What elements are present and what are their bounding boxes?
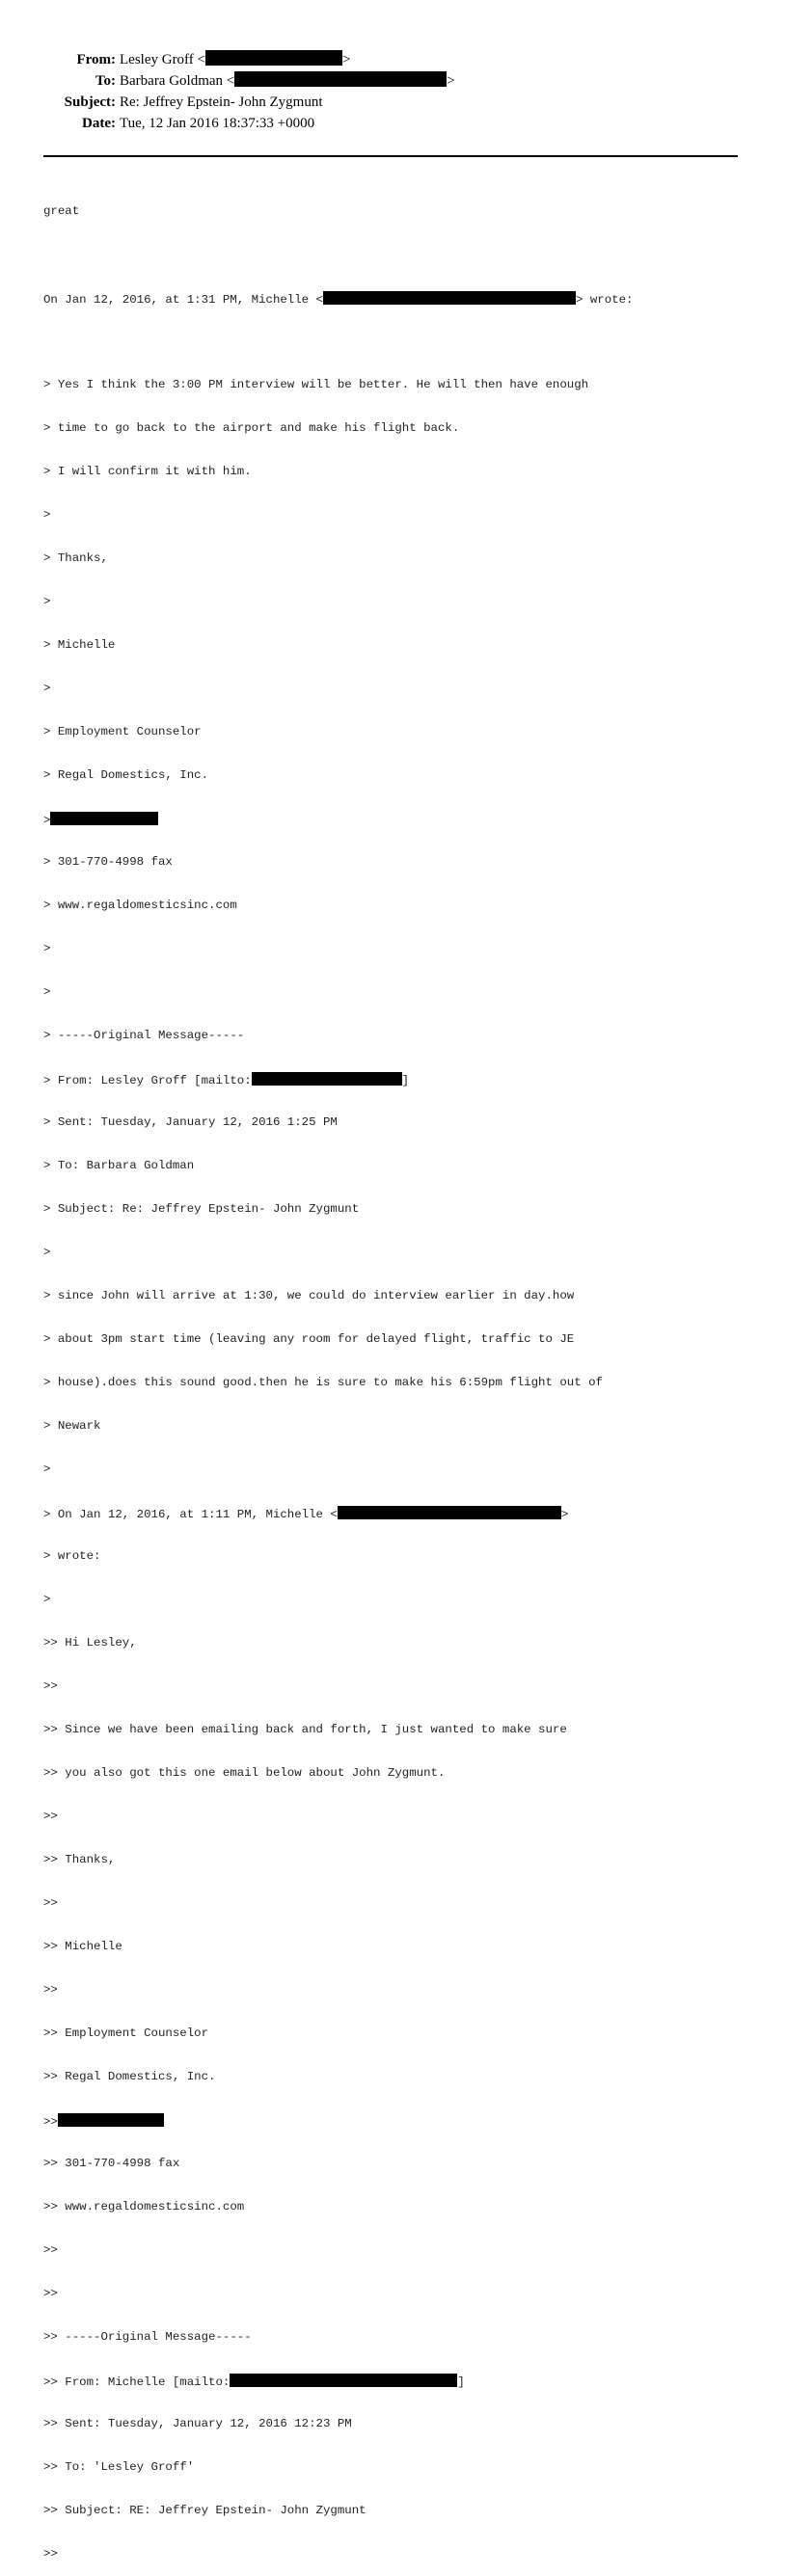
subject-label: Subject: [64,94,116,110]
to-label: To: [95,73,116,89]
body-line: >> From: Michelle [mailto: ] [43,2375,465,2389]
body-line: > www.regaldomesticsinc.com [43,899,237,912]
from-label: From: [76,52,116,67]
body-line: >> Regal Domestics, Inc. [43,2070,216,2083]
body-line: >> [43,2287,58,2300]
body-line: > [43,682,51,695]
body-line: > wrote: [43,1549,101,1563]
body-line: > Yes I think the 3:00 PM interview will be better. He will then have enough [43,378,589,391]
from-value: Lesley Groff < [120,52,205,67]
body-line: > [43,812,634,826]
to-value: Barbara Goldman < [120,73,235,89]
body-line: > [43,985,51,999]
body-line: > time to go back to the airport and make his flight back. [43,421,460,435]
body-line: > since John will arrive at 1:30, we could do interview earlier in day.how [43,1289,575,1302]
body-line: > about 3pm start time (leaving any room for delayed flight, traffic to JE [43,1332,575,1346]
body-line: >> [43,1983,58,1997]
body-line: On Jan 12, 2016, at 1:31 PM, Michelle < > wrote: [43,293,634,307]
body-line: > 301-770-4998 fax [43,855,173,869]
body-line: >> [43,2243,58,2257]
from-close: > [342,52,351,67]
body-line: > [43,942,51,955]
body-line: > house).does this sound good.then he is sure to make his 6:59pm flight out of [43,1376,603,1389]
email-body [43,175,634,2576]
body-line: >> [43,1810,58,1823]
body-line: >> Michelle [43,1940,122,1953]
subject-value: Re: Jeffrey Epstein- John Zygmunt [120,94,323,110]
body-line: >> Hi Lesley, [43,1636,137,1650]
redaction-box [230,2374,457,2387]
body-line: > I will confirm it with him. [43,465,252,478]
to-close: > [447,73,455,89]
body-line: > Thanks, [43,551,108,565]
redaction-box [252,1072,402,1086]
body-line: >> Thanks, [43,1853,116,1866]
body-line: >> -----Original Message----- [43,2330,252,2344]
body-line: >> [43,2113,634,2128]
body-line: > To: Barbara Goldman [43,1159,195,1172]
header-divider [43,155,738,157]
body-line: >> Employment Counselor [43,2026,209,2040]
body-line: >> Sent: Tuesday, January 12, 2016 12:23 PM [43,2417,352,2430]
body-line: > Sent: Tuesday, January 12, 2016 1:25 PM [43,1115,338,1129]
redaction-box [58,2113,164,2127]
body-line: > [43,1593,51,1606]
body-line: > [43,595,51,608]
body-line: > [43,508,51,522]
date-label: Date: [82,116,116,131]
body-line: > From: Lesley Groff [mailto: ] [43,1074,410,1087]
body-line: > [43,1462,51,1476]
body-line: > Employment Counselor [43,725,202,738]
body-line: >> [43,2547,58,2561]
body-line: > Subject: Re: Jeffrey Epstein- John Zygmunt [43,1202,360,1216]
body-line: >> you also got this one email below about John Zygmunt. [43,1766,446,1780]
body-line: > Newark [43,1419,101,1433]
redaction-box [338,1506,561,1519]
redaction-box [50,812,158,825]
redaction-box [234,71,447,87]
redaction-box [205,50,342,66]
date-value: Tue, 12 Jan 2016 18:37:33 +0000 [120,116,315,131]
body-line: > On Jan 12, 2016, at 1:11 PM, Michelle < > [43,1508,569,1521]
body-line: > Michelle [43,638,116,652]
body-line: >> Subject: RE: Jeffrey Epstein- John Zygmunt [43,2504,366,2517]
body-line: > Regal Domestics, Inc. [43,768,209,782]
redaction-box [323,291,576,305]
body-line: >> [43,1679,58,1693]
body-line: great [43,204,80,218]
body-line: >> www.regaldomesticsinc.com [43,2200,245,2214]
body-line: > [43,1246,51,1259]
body-line: >> 301-770-4998 fax [43,2157,180,2170]
body-line: >> To: 'Lesley Groff' [43,2460,195,2474]
body-line: >> [43,1896,58,1910]
body-line: > -----Original Message----- [43,1029,245,1042]
body-line: >> Since we have been emailing back and forth, I just wanted to make sure [43,1723,567,1736]
